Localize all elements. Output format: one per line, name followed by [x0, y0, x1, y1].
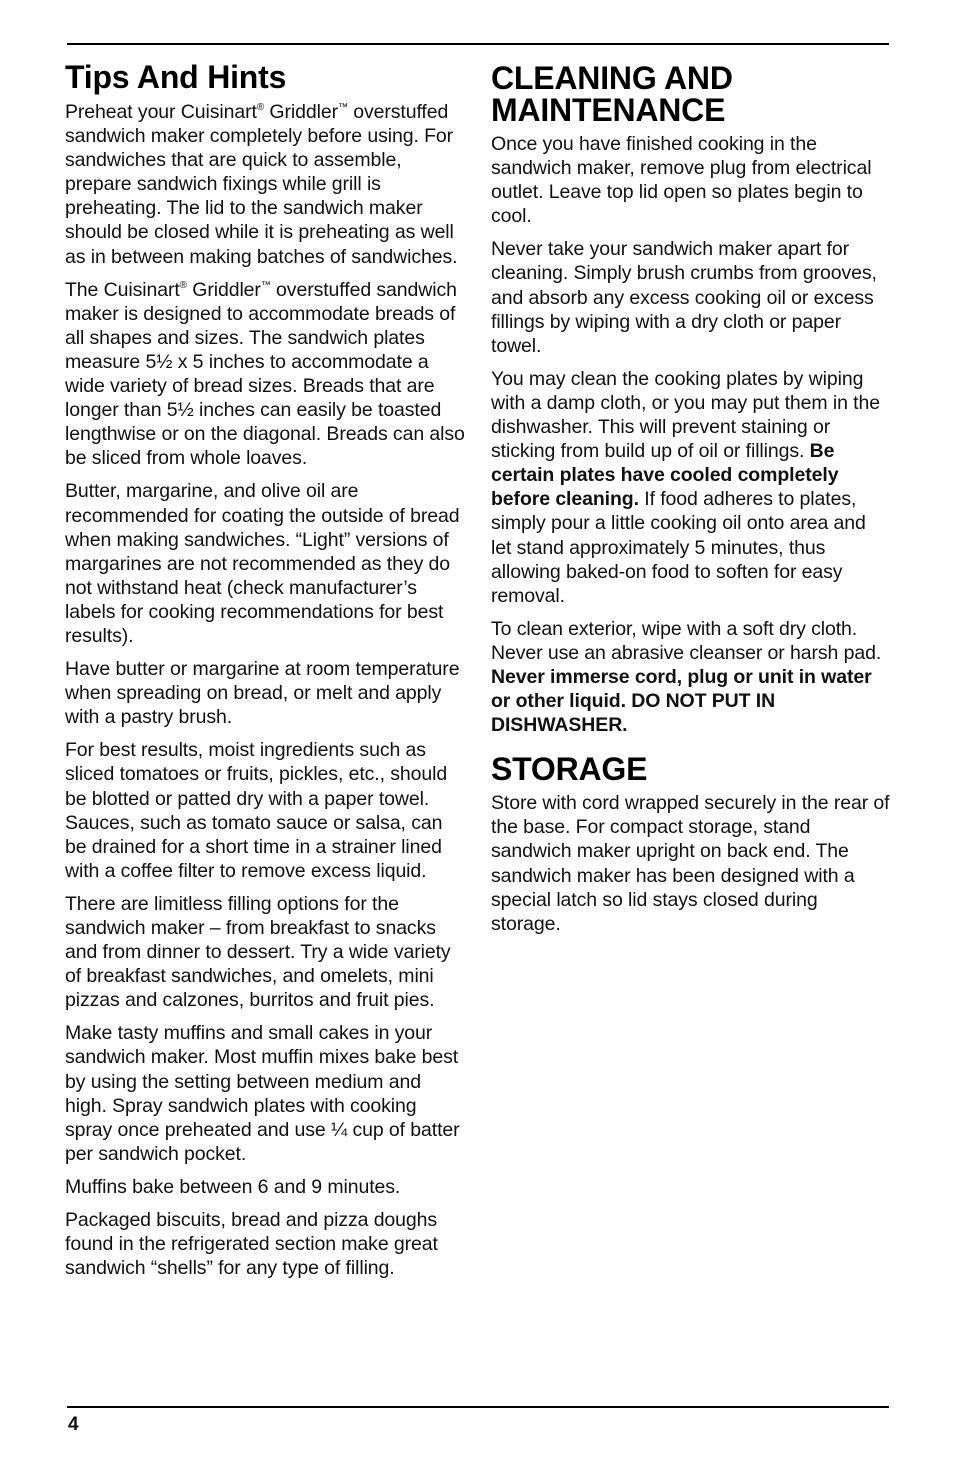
top-rule — [67, 43, 889, 45]
tips-p1-text-a: Preheat your Cuisinart — [65, 101, 257, 123]
tips-column — [65, 58, 465, 1289]
cleaning-p4-bold: Never immerse cord, plug or unit in water or other liquid. DO NOT PUT IN DISHWASHER. — [491, 665, 872, 737]
page-number: 4 — [68, 1414, 79, 1435]
tips-p2-text-c: overstuffed sandwich maker is designed to accommodate breads of all shapes and sizes. The sandwich plates measure 5½ x 5 inches to accommodate a wide variety of bread sizes. Breads that are longer than 5½ inches can easily be toasted lengthwise or on the diagonal. Breads can also be sliced from whole loaves. — [65, 278, 465, 470]
tips-paragraph-6: There are limitless filling options for the sandwich maker – from breakfast to snacks and from dinner to dessert. Try a wide variety of breakfast sandwiches, and omelets, mini pizzas and calzones, burritos and fruit pies. — [65, 892, 451, 1012]
cleaning-paragraph-3 — [491, 367, 891, 608]
cleaning-column — [491, 58, 891, 945]
tips-p2-text-b: Griddler — [186, 278, 261, 301]
registered-mark: ® — [179, 279, 187, 291]
cleaning-paragraph-4 — [491, 617, 891, 737]
tips-paragraph-5: For best results, moist ingredients such as sliced tomatoes or fruits, pickles, etc., should be blotted or patted dry with a paper towel. Sauces, such as tomato sauce or salsa, can be drained for a short time in a strainer lined with a coffee filter to remove excess liquid. — [65, 739, 448, 882]
bottom-rule — [67, 1406, 889, 1408]
tips-paragraph-3: Butter, margarine, and olive oil are recommended for coating the outside of bread when making sandwiches. “Light” versions of margarines are not recommended as they do not withstand heat (check manufacturer’s labels for cooking recommendations for best results). — [65, 480, 460, 647]
cleaning-heading-line-2: MAINTENANCE — [491, 92, 726, 128]
registered-mark: ® — [256, 102, 265, 113]
tips-p1-text-c: overstuffed sandwich maker completely before using. For sandwiches that are quick to assemble, prepare sandwich fixings while grill is preheating. The lid to the sandwich maker should be closed while it is preheating as well as in between making batches of sandwiches. — [65, 101, 458, 268]
trademark-mark: ™ — [260, 279, 271, 291]
cleaning-p3-bold: Be certain plates have cooled completely before cleaning. — [491, 440, 839, 511]
cleaning-p4-text-a: To clean exterior, wipe with a soft dry cloth. Never use an abrasive cleanser or harsh pad. — [491, 617, 882, 664]
tips-paragraph-4: Have butter or margarine at room temperature when spreading on bread, or melt and apply with a pastry brush. — [65, 658, 460, 729]
trademark-mark: ™ — [337, 102, 348, 113]
storage-heading: STORAGE — [491, 751, 648, 788]
cleaning-paragraph-2: Never take your sandwich maker apart for cleaning. Simply brush crumbs from grooves, and absorb any excess cooking oil or excess fillings by wiping with a dry cloth or paper towel. — [491, 238, 877, 357]
cleaning-heading — [491, 62, 891, 126]
tips-p1-text-b: Griddler — [264, 101, 338, 123]
tips-paragraph-7: Make tasty muffins and small cakes in your sandwich maker. Most muffin mixes bake best by using the setting between medium and high. Spray sandwich plates with cooking spray once preheated and use ¼ cup of batter per sandwich pocket. — [65, 1022, 460, 1165]
storage-paragraph-1: Store with cord wrapped securely in the rear of the base. For compact storage, stand sandwich maker upright on back end. The sandwich maker has been designed with a special latch so lid stays closed during storage. — [491, 792, 890, 935]
cleaning-p3-text-b: If food adheres to plates, simply pour a little cooking oil onto area and let stand approximately 5 minutes, thus allowing baked-on food to soften for easy removal. — [491, 488, 866, 607]
tips-paragraph-2 — [65, 278, 465, 471]
tips-p2-text-a: The Cuisinart — [65, 278, 180, 301]
cleaning-p3-text-a: You may clean the cooking plates by wiping with a damp cloth, or you may put them in the dishwasher. This will prevent staining or sticking from build up of oil or fillings. — [491, 367, 880, 463]
tips-paragraph-1 — [65, 100, 465, 269]
tips-heading: Tips And Hints — [65, 59, 287, 95]
cleaning-paragraph-1: Once you have finished cooking in the sandwich maker, remove plug from electrical outlet. Leave top lid open so plates begin to cool. — [491, 133, 872, 228]
tips-paragraph-8: Muffins bake between 6 and 9 minutes. — [65, 1175, 401, 1198]
cleaning-heading-line-1: CLEANING AND — [491, 60, 733, 96]
tips-paragraph-9: Packaged biscuits, bread and pizza doughs found in the refrigerated section make great sandwich “shells” for any type of filling. — [65, 1209, 438, 1280]
